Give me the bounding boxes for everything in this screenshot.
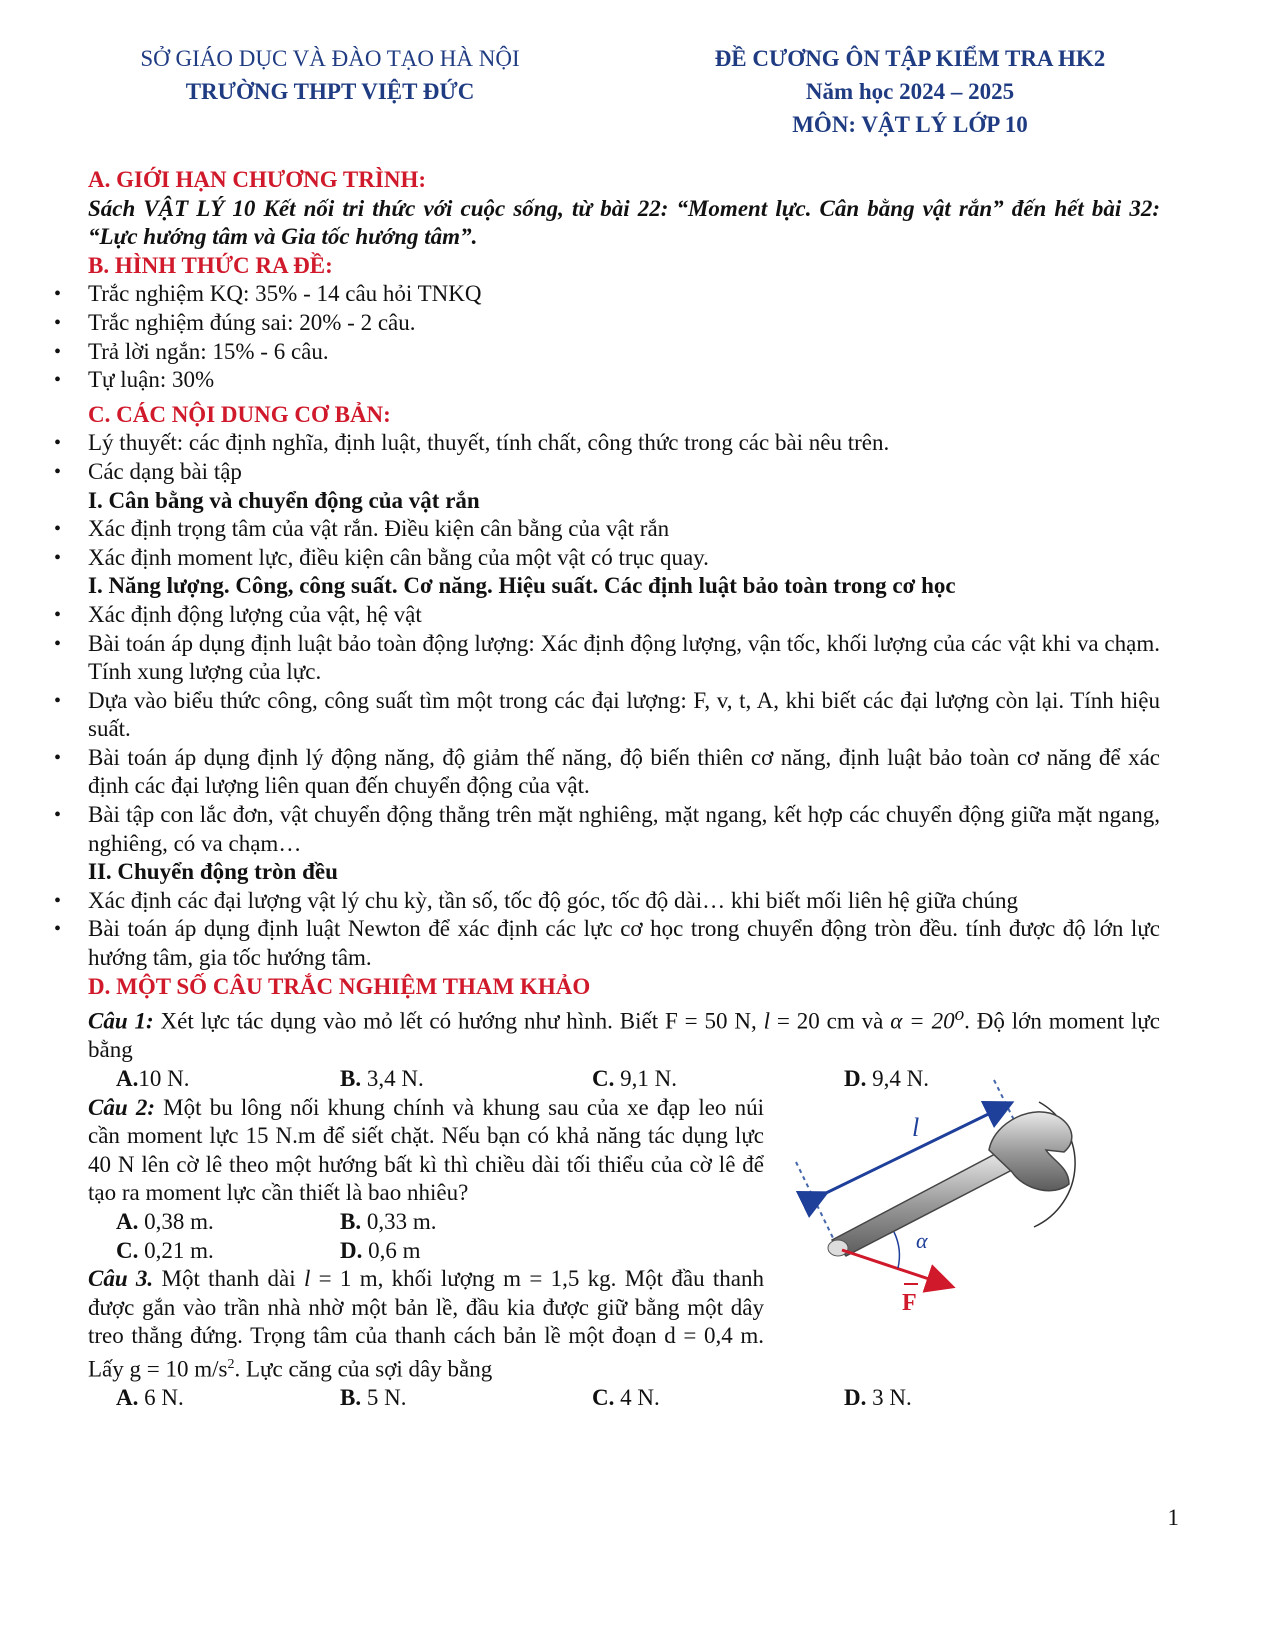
superscript: 2 [227,1357,235,1372]
list-item: • Xác định moment lực, điều kiện cân bằng của một vật có trục quay. [88,544,1160,573]
variable-alpha: α = 20 [890,1008,955,1034]
subsection-heading: I. Cân bằng và chuyển động của vật rắn [88,487,480,513]
question-text: . Lực căng của sợi dây bằng [234,1356,493,1382]
section-b-title: B. HÌNH THỨC RA ĐỀ: [88,252,333,278]
list-item: • Các dạng bài tập [88,458,1160,487]
option-c: C. 9,1 N. [592,1066,677,1092]
subsection-heading: II. Chuyển động tròn đều [88,859,338,885]
variable-l: l [303,1266,311,1292]
question-text: = 1 m, khối lượng m = 1,5 kg. Một đầu thanh được gắn vào trần nhà nhờ một bản lề, đầu kia được giữ bằng một dây treo thẳng đứng. Trọng tâm của thanh cách bản lề một đoạn d = 0,4 m. Lấy g = 10 m/s [88,1266,764,1382]
list-item: • Tự luận: 30% [88,366,1160,395]
list-item: • Xác định các đại lượng vật lý chu kỳ, tần số, tốc độ góc, tốc độ dài… khi biết mối liên hệ giữa chúng [88,887,1160,916]
angle-label: α [916,1228,928,1253]
list-item: • Trắc nghiệm KQ: 35% - 14 câu hỏi TNKQ [88,280,1160,309]
option-c: C. 0,21 m. [116,1237,214,1263]
school-year: Năm học 2024 – 2025 [805,79,1015,104]
option-c: C. 4 N. [592,1385,660,1411]
question-text: = 20 cm và [770,1008,891,1034]
angle-arc [894,1232,899,1268]
option-d: D. 0,6 m [340,1237,421,1263]
page-number: 1 [1167,1505,1179,1530]
option-a: A. 6 N. [116,1385,184,1411]
variable-l: l [763,1008,771,1034]
question-2 [88,1094,764,1208]
handle-end-icon [828,1240,848,1256]
subsection-heading: I. Năng lượng. Công, công suất. Cơ năng. Hiệu suất. Các định luật bảo toàn trong cơ học [88,573,956,599]
option-b: B. 5 N. [340,1385,407,1411]
list-item: • Trắc nghiệm đúng sai: 20% - 2 câu. [88,309,1160,338]
list-item: • Bài tập con lắc đơn, vật chuyển động thẳng trên mặt nghiêng, mặt ngang, kết hợp các chuyển động giữa mặt ngang, nghiêng, có va chạm… [88,801,1160,858]
question-label: Câu 3. [88,1266,154,1292]
question-text: Xét lực tác dụng vào mỏ lết có hướng như hình. Biết F = 50 N, [153,1008,764,1034]
length-label: l [912,1113,920,1142]
list-item: • Trả lời ngắn: 15% - 6 câu. [88,338,1160,367]
question-label: Câu 2: [88,1094,155,1120]
question-label: Câu 1: [88,1008,154,1034]
header-left [100,42,560,108]
school-name: TRƯỜNG THPT VIỆT ĐỨC [185,79,475,104]
section-a-title: A. GIỚI HẠN CHƯƠNG TRÌNH: [88,167,426,192]
option-b: B. 3,4 N. [340,1066,424,1092]
question-text: . Độ lớn moment lực bằng [88,1008,1161,1063]
department-name: SỞ GIÁO DỤC VÀ ĐÀO TẠO HÀ NỘI [140,46,520,71]
wrench-figure [784,1072,1124,1312]
force-arrow [842,1250,950,1286]
section-d-title: D. MỘT SỐ CÂU TRẮC NGHIỆM THAM KHẢO [88,973,591,999]
list-item: • Bài toán áp dụng định lý động năng, độ giảm thế năng, độ biến thiên cơ năng, định luật bảo toàn cơ năng để xác định các đại lượng liên quan đến chuyển động của vật. [88,744,1160,801]
section-a-text: Sách VẬT LÝ 10 Kết nối tri thức với cuộc sống, từ bài 22: “Moment lực. Cân bằng vật rắn” đến hết bài 32: “Lực hướng tâm và Gia tốc hướng tâm”. [88,195,1160,250]
list-item: • Xác định động lượng của vật, hệ vật [88,601,1160,630]
dashed-guide-line [796,1162,834,1240]
force-label: F [902,1290,917,1312]
list-item: • Xác định trọng tâm của vật rắn. Điều kiện cân bằng của vật rắn [88,515,1160,544]
subject: MÔN: VẬT LÝ LỚP 10 [792,112,1028,137]
list-item: • Lý thuyết: các định nghĩa, định luật, thuyết, tính chất, công thức trong các bài nêu trên. [88,429,1160,458]
document-title: ĐỀ CƯƠNG ÔN TẬP KIỂM TRA HK2 [714,46,1106,71]
list-item: • Bài toán áp dụng định luật Newton để xác định các lực cơ học trong chuyển động tròn đều. tính được độ lớn lực hướng tâm, gia tốc hướng tâm. [88,915,1160,972]
section-c-title: C. CÁC NỘI DUNG CƠ BẢN: [88,401,391,427]
question-text: Một bu lông nối khung chính và khung sau của xe đạp leo núi cần moment lực 15 N.m để siết chặt. Nếu bạn có khả năng tác dụng lực 40 N lên cờ lê theo một hướng bất kì thì chiều dài tối thiểu của cờ lê để tạo ra moment lực cần thiết là bao nhiêu? [88,1094,764,1206]
degree-symbol: o [954,1004,965,1026]
option-a: A. 0,38 m. [116,1209,214,1235]
list-item: • Bài toán áp dụng định luật bảo toàn động lượng: Xác định động lượng, vận tốc, khối lượng của các vật khi va chạm. Tính xung lượng của lực. [88,630,1160,687]
header-right [660,42,1160,141]
list-item: • Dựa vào biểu thức công, công suất tìm một trong các đại lượng: F, v, t, A, khi biết các đại lượng còn lại. Tính hiệu suất. [88,687,1160,744]
answer-options [88,1384,1160,1413]
question-text: Một thanh dài [153,1266,304,1292]
question-3 [88,1265,764,1384]
wrench-head-icon [989,1112,1072,1191]
option-a: A.10 N. [116,1066,190,1092]
option-d: D. 3 N. [844,1385,912,1411]
option-d: D. 9,4 N. [844,1066,929,1092]
option-b: B. 0,33 m. [340,1209,437,1235]
question-1 [88,1001,1160,1065]
